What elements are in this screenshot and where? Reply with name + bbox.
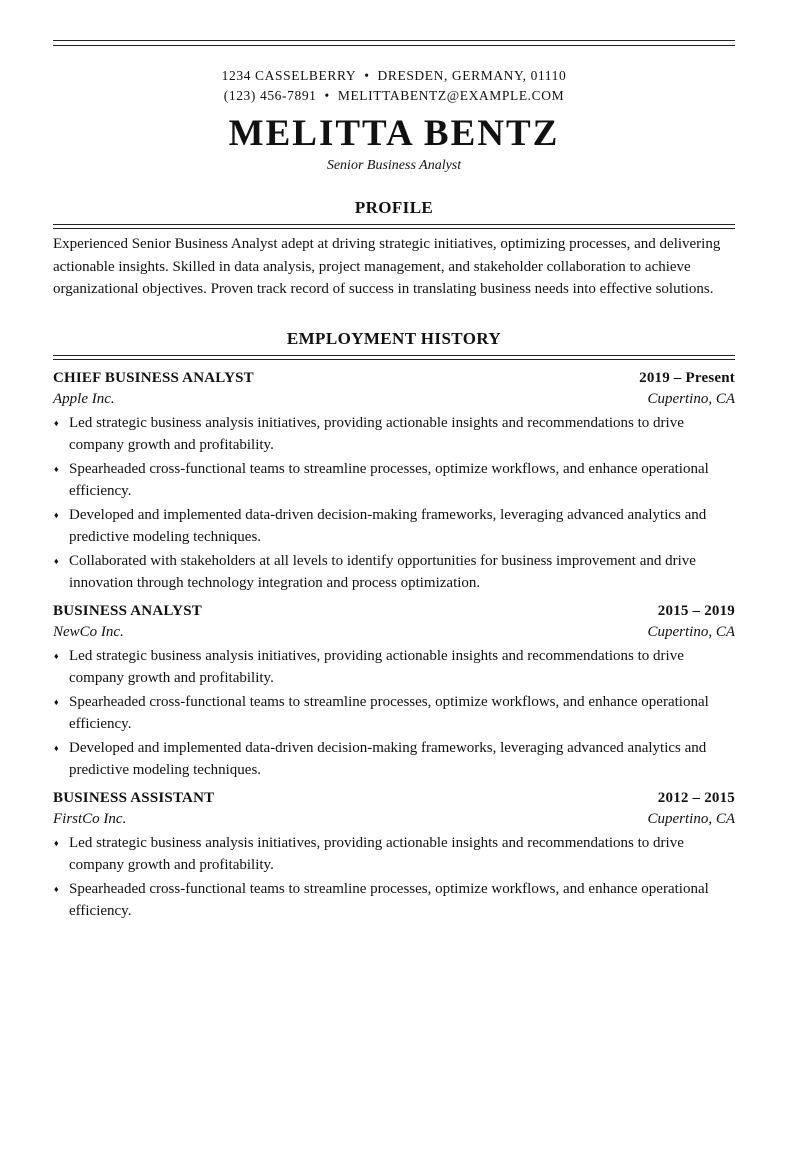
email: MELITTABENTZ@EXAMPLE.COM bbox=[337, 88, 565, 103]
address: 1234 CASSELBERRY bbox=[221, 68, 357, 83]
job-bullets bbox=[53, 412, 735, 595]
top-double-rule bbox=[53, 40, 735, 46]
bullet-text: Developed and implemented data-driven decision-making frameworks, leveraging advanced analytics and predictive modeling techniques. bbox=[69, 506, 707, 545]
resume-page bbox=[0, 40, 788, 1160]
job-header bbox=[53, 368, 735, 389]
job-dates: 2015 – 2019 bbox=[657, 602, 735, 619]
person-title: Senior Business Analyst bbox=[326, 158, 462, 173]
profile-text: Experienced Senior Business Analyst adept at driving strategic initiatives, optimizing processes, and delivering actionable insights. Skilled in data analysis, project management, and stakeholder collaboration to achieve organizational objectives. Proven track record of success in translating business needs into effective solutions. bbox=[53, 236, 721, 297]
bullet-item bbox=[53, 550, 735, 595]
bullet-item bbox=[53, 691, 735, 736]
diamond-bullet-icon: ♦ bbox=[54, 417, 59, 428]
job-bullets bbox=[53, 832, 735, 923]
diamond-bullet-icon: ♦ bbox=[54, 555, 59, 566]
bullet-item bbox=[53, 412, 735, 457]
diamond-bullet-icon: ♦ bbox=[54, 696, 59, 707]
job-dates: 2019 – Present bbox=[639, 369, 735, 386]
employment-rule bbox=[53, 355, 735, 360]
job-header bbox=[53, 788, 735, 809]
diamond-bullet-icon: ♦ bbox=[54, 650, 59, 661]
bullet-text: Developed and implemented data-driven decision-making frameworks, leveraging advanced analytics and predictive modeling techniques. bbox=[69, 739, 707, 778]
bullet-text: Spearheaded cross-functional teams to streamline processes, optimize workflows, and enhance operational efficiency. bbox=[69, 880, 709, 919]
job-subheader bbox=[53, 809, 735, 830]
diamond-bullet-icon: ♦ bbox=[54, 883, 59, 894]
job-company: Apple Inc. bbox=[53, 390, 115, 407]
job-location: Cupertino, CA bbox=[647, 623, 735, 640]
contact-block bbox=[53, 66, 735, 106]
bullet-text: Spearheaded cross-functional teams to streamline processes, optimize workflows, and enhance operational efficiency. bbox=[69, 460, 709, 499]
city: DRESDEN, GERMANY, 01110 bbox=[377, 68, 567, 83]
job-dates: 2012 – 2015 bbox=[657, 789, 735, 806]
job-company: NewCo Inc. bbox=[53, 623, 124, 640]
employment-list bbox=[53, 368, 735, 923]
diamond-bullet-icon: ♦ bbox=[54, 509, 59, 520]
job-location: Cupertino, CA bbox=[647, 390, 735, 407]
bullet-text: Collaborated with stakeholders at all levels to identify opportunities for business improvement and drive innovation through technology integration and process optimization. bbox=[69, 552, 696, 591]
person-name: MELITTA BENTZ bbox=[228, 113, 560, 154]
bullet-item bbox=[53, 832, 735, 877]
diamond-bullet-icon: ♦ bbox=[54, 463, 59, 474]
job-title: BUSINESS ASSISTANT bbox=[53, 789, 215, 806]
bullet-item bbox=[53, 878, 735, 923]
diamond-bullet-icon: ♦ bbox=[54, 837, 59, 848]
bullet-text: Led strategic business analysis initiatives, providing actionable insights and recommendations to drive company growth and profitability. bbox=[69, 414, 684, 453]
job-location: Cupertino, CA bbox=[647, 810, 735, 827]
job-header bbox=[53, 601, 735, 622]
contact-line-address bbox=[53, 66, 735, 86]
job-entry bbox=[53, 368, 735, 595]
contact-line-phone-email bbox=[53, 86, 735, 106]
job-title: CHIEF BUSINESS ANALYST bbox=[53, 369, 254, 386]
job-company: FirstCo Inc. bbox=[53, 810, 127, 827]
job-entry bbox=[53, 788, 735, 923]
profile-heading: PROFILE bbox=[354, 198, 434, 217]
separator-dot: • bbox=[364, 68, 370, 83]
job-subheader bbox=[53, 622, 735, 643]
job-subheader bbox=[53, 389, 735, 410]
bullet-item bbox=[53, 737, 735, 782]
job-bullets bbox=[53, 645, 735, 782]
bullet-text: Led strategic business analysis initiatives, providing actionable insights and recommendations to drive company growth and profitability. bbox=[69, 834, 684, 873]
job-title: BUSINESS ANALYST bbox=[53, 602, 202, 619]
bullet-item bbox=[53, 458, 735, 503]
bullet-item bbox=[53, 645, 735, 690]
profile-rule bbox=[53, 224, 735, 229]
bullet-text: Led strategic business analysis initiatives, providing actionable insights and recommendations to drive company growth and profitability. bbox=[69, 647, 684, 686]
bullet-item bbox=[53, 504, 735, 549]
employment-heading: EMPLOYMENT HISTORY bbox=[286, 328, 502, 348]
separator-dot: • bbox=[324, 88, 330, 103]
phone: (123) 456-7891 bbox=[223, 88, 317, 103]
diamond-bullet-icon: ♦ bbox=[54, 742, 59, 753]
bullet-text: Spearheaded cross-functional teams to streamline processes, optimize workflows, and enhance operational efficiency. bbox=[69, 693, 709, 732]
job-entry bbox=[53, 601, 735, 782]
